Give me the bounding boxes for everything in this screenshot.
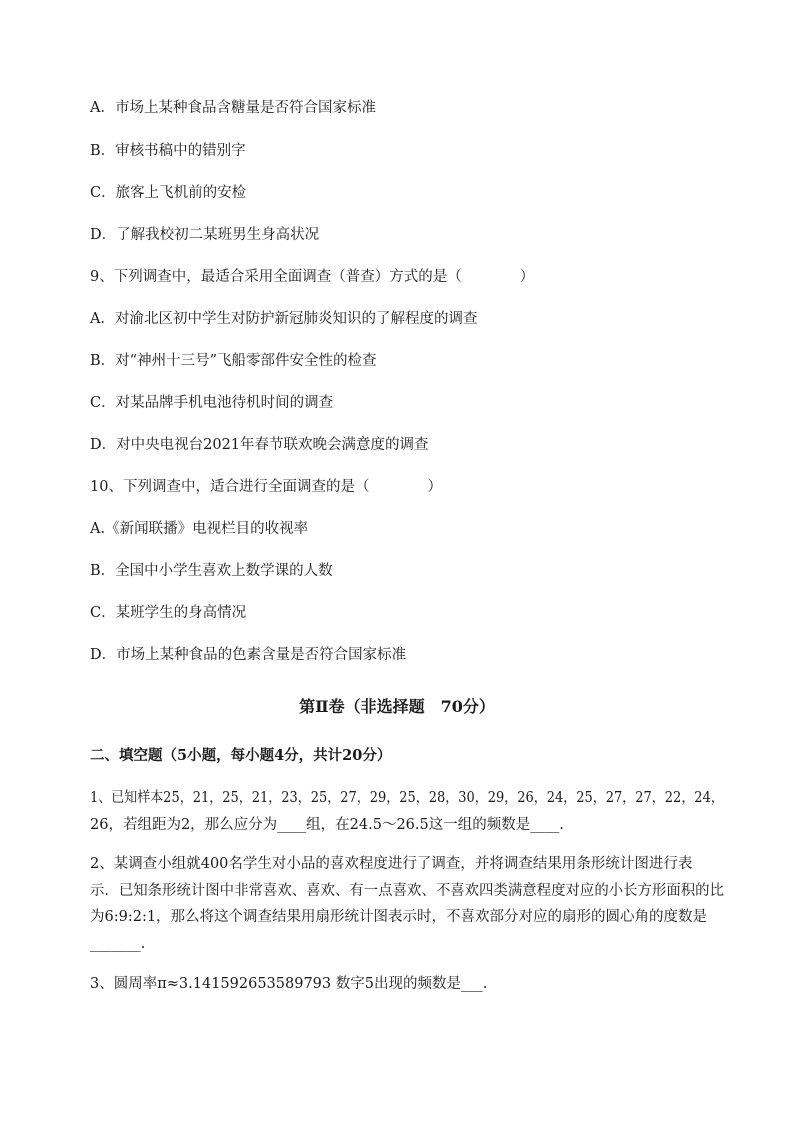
q9-option-d: D．对中央电视台2021年春节联欢晚会满意度的调查 (90, 437, 429, 453)
q8-option-a: A．市场上某种食品含糖量是否符合国家标准 (90, 100, 376, 116)
q9-option-a: A．对渝北区初中学生对防护新冠肺炎知识的了解程度的调查 (90, 311, 478, 327)
fill-in-section-heading: 二、填空题（5小题，每小题4分，共计20分） (90, 747, 392, 764)
q10-option-c: C．某班学生的身高情况 (90, 605, 247, 621)
part-2-title: 第Ⅱ卷（非选择题 70分） (299, 697, 495, 716)
fill-q2-line-2: 示．已知条形统计图中非常喜欢、喜欢、有一点喜欢、不喜欢四类满意程度对应的小长方形面积的比 (90, 883, 724, 899)
q10-option-b: B．全国中小学生喜欢上数学课的人数 (90, 563, 333, 579)
q9-option-b: B．对“神州十三号”飞船零部件安全性的检查 (90, 353, 377, 369)
q10-option-a: A.《新闻联播》电视栏目的收视率 (90, 521, 309, 537)
fill-q1-line-1: 1、已知样本25，21，25，21，23，25，27，29，25，28，30，29，26，24，25，27，27，22，24， (90, 790, 724, 806)
q9-stem: 9、下列调查中，最适合采用全面调查（普查）方式的是（ ） (90, 269, 535, 285)
q10-option-d: D．市场上某种食品的色素含量是否符合国家标准 (90, 647, 407, 663)
fill-q2-line-1: 2、某调查小组就400名学生对小品的喜欢程度进行了调查，并将调查结果用条形统计图进行表 (90, 856, 693, 872)
fill-q2-line-4: _______. (90, 936, 146, 952)
fill-q3-line-1: 3、圆周率π≈3.141592653589793 数字5出现的频数是___. (90, 976, 488, 992)
q8-option-b: B．审核书稿中的错别字 (90, 143, 246, 159)
fill-q1-line-2: 26，若组距为2，那么应分为____组，在24.5～26.5这一组的频数是____. (90, 817, 564, 833)
q8-option-d: D．了解我校初二某班男生身高状况 (90, 227, 320, 243)
q10-stem: 10、下列调查中，适合进行全面调查的是（ ） (90, 479, 442, 495)
q8-option-c: C．旅客上飞机前的安检 (90, 185, 247, 201)
q9-option-c: C．对某品牌手机电池待机时间的调查 (90, 395, 334, 411)
fill-q2-line-3: 为6:9:2:1，那么将这个调查结果用扇形统计图表示时，不喜欢部分对应的扇形的圆心角的度数是 (90, 909, 708, 925)
